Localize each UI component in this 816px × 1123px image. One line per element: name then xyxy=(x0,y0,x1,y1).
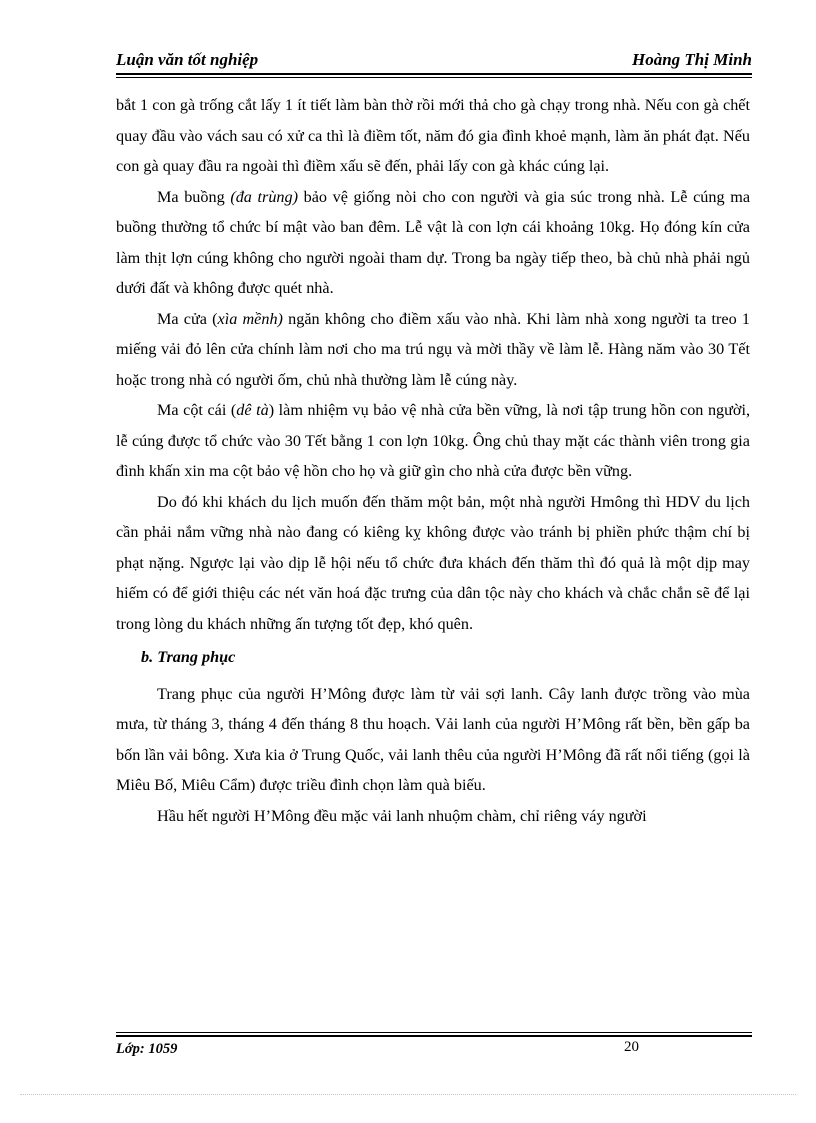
header-rule-thin xyxy=(116,77,752,78)
paragraph-tourism-note: Do đó khi khách du lịch muốn đến thăm một bản, một nhà người Hmông thì HDV du lịch cần phải nắm vững nhà nào đang có kiêng kỵ không được vào tránh bị phiền phức thậm chí bị phạt nặng. Ngược lại vào dịp lễ hội nếu tổ chức đưa khách đến thăm thì đó quả là một dịp may hiếm có để giới thiệu các nét văn hoá đặc trưng của dân tộc này cho khách và chắc chắn sẽ để lại trong lòng du khách những ấn tượng tốt đẹp, khó quên. xyxy=(116,492,750,633)
paragraph-ma-cot-cai xyxy=(116,395,750,487)
page-boundary-divider xyxy=(20,1094,796,1095)
header-thesis-title: Luận văn tốt nghiệp xyxy=(116,50,259,69)
footer-rule-thick xyxy=(116,1035,752,1037)
paragraph-ma-buong xyxy=(116,182,750,304)
header-author-name: Hoàng Thị Minh xyxy=(632,50,752,69)
section-heading: b. Trang phục xyxy=(141,648,236,666)
paragraph-ma-cua xyxy=(116,304,750,396)
italic-term: dê tà xyxy=(236,401,269,419)
paragraph-costume-continued: Hầu hết người H’Mông đều mặc vải lanh nhuộm chàm, chỉ riêng váy người xyxy=(157,806,647,825)
paragraph-text: Ma cửa ( xyxy=(157,309,218,328)
header-rule-thick xyxy=(116,73,752,75)
paragraph-continued: bắt 1 con gà trống cắt lấy 1 ít tiết làm bàn thờ rồi mới thả cho gà chạy trong nhà. Nếu con gà chết quay đầu vào vách sau có xử ca thì là điềm tốt, năm đó gia đình khoẻ mạnh, làm ăn phát đạt. Nếu con gà quay đầu ra ngoài thì điềm xấu sẽ đến, phải lấy con gà khác cúng lại. xyxy=(116,96,750,175)
footer-rule-thin xyxy=(116,1032,752,1033)
italic-term: (đa trùng) xyxy=(230,187,298,206)
document-body xyxy=(116,90,750,831)
paragraph-text: Ma buồng xyxy=(157,187,231,206)
paragraph-text: Ma cột cái ( xyxy=(157,401,237,419)
page-header xyxy=(116,48,752,74)
page-number: 20 xyxy=(624,1039,639,1055)
paragraph-costume: Trang phục của người H’Mông được làm từ vải sợi lanh. Cây lanh được trồng vào mùa mưa, từ tháng 3, tháng 4 đến tháng 8 thu hoạch. Vải lanh của người H’Mông rất bền, bền gấp ba bốn lần vải bông. Xưa kia ở Trung Quốc, vải lanh thêu của người H’Mông đã rất nổi tiếng (gọi là Miêu Bố, Miêu Cẩm) được triều đình chọn làm quà biếu. xyxy=(116,684,750,794)
footer-class-label: Lớp: 1059 xyxy=(116,1041,178,1057)
paragraph-text: bảo vệ giống nòi cho con người và gia súc trong nhà. Lễ cúng ma buồng thường tổ chức bí mật vào ban đêm. Lễ vật là con lợn cái khoảng 10kg. Họ đóng kín cửa làm thịt lợn cúng không cho người ngoài tham dự. Trong ba ngày tiếp theo, bà chủ nhà phải ngủ dưới đất và không được quét nhà. xyxy=(116,187,750,297)
paragraph-text: ) làm nhiệm vụ bảo vệ nhà cửa bền vững, là nơi tập trung hồn con người, lễ cúng được tổ chức vào 30 Tết bằng 1 con lợn 10kg. Ông chủ thay mặt các thành viên trong gia đình khấn xin ma cột bảo vệ hồn cho họ và giữ gìn cho nhà cửa được bền vững. xyxy=(116,401,751,480)
italic-term: xìa mềnh) xyxy=(217,309,283,328)
paragraph-text: ngăn không cho điềm xấu vào nhà. Khi làm nhà xong người ta treo 1 miếng vải đỏ lên cửa chính làm nơi cho ma trú ngụ và mời thầy về làm lễ. Hàng năm vào 30 Tết hoặc trong nhà có người ốm, chủ nhà thường làm lễ cúng này. xyxy=(116,309,750,389)
